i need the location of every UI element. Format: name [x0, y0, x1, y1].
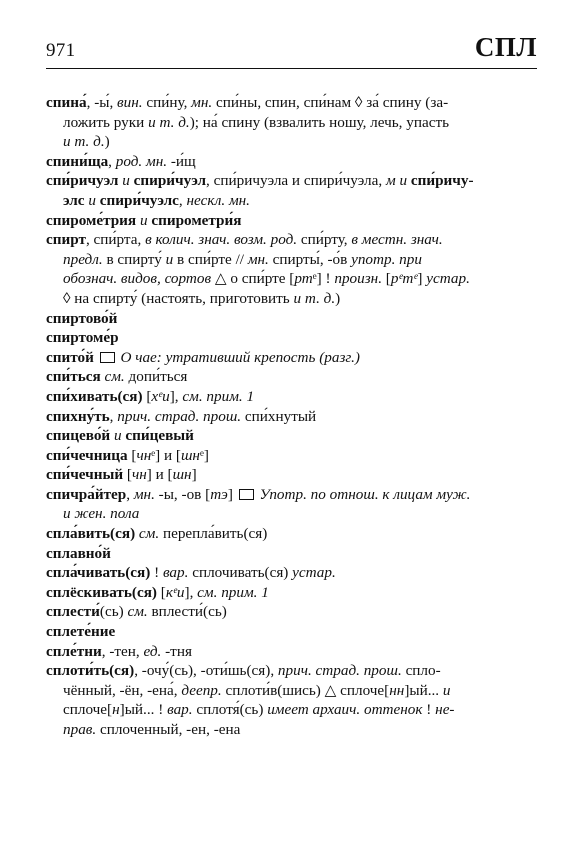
entry-line — [46, 152, 537, 172]
entry-line — [46, 328, 537, 348]
entry-text: (сь) — [99, 603, 128, 621]
entry-text: [ — [142, 387, 152, 405]
transcription: шн — [180, 446, 200, 464]
entry-text: ◊ на спирту́ (настоять, приготовить — [63, 289, 294, 307]
entry-line — [46, 563, 537, 583]
entry-text: ]ый... — [404, 681, 443, 699]
entry-line — [46, 544, 537, 564]
entry-line — [46, 465, 537, 485]
entry-text: ], — [169, 387, 183, 405]
entry-text: , -тен, — [101, 642, 144, 660]
entry-text: спи́рту, — [297, 231, 352, 249]
entry-text: ) — [335, 289, 341, 307]
transcription: тэ — [210, 485, 228, 503]
entry-text: △ о спи́рте [ — [211, 270, 295, 288]
grammar-label: в местн. знач. — [351, 231, 443, 249]
entry-line — [46, 289, 537, 309]
grammar-label: см. — [127, 603, 148, 621]
headword: спироме́трия — [46, 211, 137, 229]
grammar-label: вин. — [117, 94, 143, 111]
grammar-label: прич. страд. прош. — [277, 662, 402, 680]
entry-text: [ — [382, 270, 391, 288]
dictionary-entry — [46, 348, 537, 368]
headword: спи́ться — [46, 368, 101, 386]
entry-line — [46, 113, 537, 133]
entry-text: чённый, -ён, -ена́, — [63, 681, 182, 699]
entry-line — [46, 524, 537, 544]
entry-text: ᵉ] и [ — [151, 446, 181, 464]
dictionary-entry — [46, 171, 537, 210]
entry-text: , — [108, 152, 116, 170]
entry-line — [46, 642, 537, 662]
entry-line — [46, 661, 537, 681]
transcription: рᵉтᵉ — [390, 270, 418, 288]
entry-line — [46, 191, 537, 211]
headword: спичра́йтер — [46, 485, 127, 503]
grammar-label: и — [110, 427, 126, 445]
grammar-label: ед. — [143, 642, 162, 660]
entry-line — [46, 387, 537, 407]
grammar-label: род. мн. — [115, 152, 168, 170]
grammar-label: и — [165, 250, 174, 268]
dictionary-entry — [46, 642, 537, 662]
usage-box-icon — [239, 489, 254, 500]
entry-text: перепла́вить(ся) — [159, 525, 268, 543]
entry-text: -и́щ — [167, 152, 196, 170]
transcription: нн — [389, 681, 405, 699]
entry-text: ]ый... ! — [119, 701, 168, 719]
entry-text: ); на́ спину (взвалить ношу, лечь, упасть — [189, 113, 450, 131]
dictionary-entry — [46, 230, 537, 308]
entry-line — [46, 230, 537, 250]
headword: сплёскивать(ся) — [46, 583, 157, 601]
headword: спина́ — [46, 94, 87, 111]
headword: сплете́ние — [46, 623, 116, 641]
entry-line — [46, 446, 537, 466]
grammar-label: употр. при — [351, 250, 422, 268]
dictionary-entry — [46, 465, 537, 485]
headword: спирометри́я — [151, 211, 242, 229]
entry-text: ], — [184, 583, 198, 601]
entry-text — [94, 349, 98, 366]
entry-text: спи́хнутый — [241, 407, 317, 425]
entry-line — [46, 720, 537, 740]
entry-line — [46, 622, 537, 642]
grammar-label: прич. страд. прош. — [117, 407, 242, 425]
entry-line — [46, 132, 537, 152]
dictionary-entry — [46, 367, 537, 387]
entry-text: спло- — [401, 662, 441, 680]
entry-text: [ — [123, 466, 132, 484]
headword: спи́чечный — [46, 466, 124, 484]
entry-text: ) — [104, 133, 110, 151]
dictionary-entry — [46, 661, 537, 739]
entry-text: ] — [191, 466, 197, 484]
grammar-label: и — [118, 172, 134, 190]
entry-text: сплоти́в(шись) △ сплоче[ — [221, 681, 390, 699]
entry-text: , — [109, 407, 118, 425]
entry-text: сплоче[ — [63, 701, 113, 719]
grammar-label: мн. — [133, 485, 155, 503]
entry-text: спирты́, -о́в — [268, 250, 352, 268]
entry-text: в спи́рте // — [173, 250, 248, 268]
transcription: хᵉи — [151, 387, 170, 405]
grammar-label: произн. — [334, 270, 382, 288]
grammar-label: не- — [435, 701, 455, 719]
headword: спиртово́й — [46, 309, 118, 327]
entry-line — [46, 309, 537, 329]
headword: спи́ричу- — [410, 172, 474, 190]
headword: спи́ричуэл — [46, 172, 119, 190]
grammar-label: и т. д. — [293, 289, 336, 307]
grammar-label: см. — [138, 525, 160, 543]
grammar-label: и — [136, 211, 152, 229]
headword: спла́вить(ся) — [46, 525, 136, 543]
transcription: кᵉи — [165, 583, 185, 601]
entry-text: ! — [422, 701, 436, 719]
entry-text: ] — [227, 485, 237, 503]
entry-line — [46, 407, 537, 427]
page-header — [46, 30, 537, 66]
entry-line — [46, 269, 537, 289]
entry-text: , -ы́, — [86, 94, 118, 111]
entry-text: , — [126, 485, 134, 503]
headword: спи́хивать(ся) — [46, 387, 143, 405]
entry-line — [46, 426, 537, 446]
entry-text: сплочивать(ся) — [188, 564, 293, 582]
dictionary-entry — [46, 387, 537, 407]
entry-text: , спи́ричуэла и спири́чуэла, — [206, 172, 386, 190]
grammar-label: устар. — [292, 564, 336, 582]
headword: спицево́й — [46, 427, 111, 445]
entry-line — [46, 602, 537, 622]
headword: сплоти́ть(ся) — [46, 662, 135, 680]
headword: спи́чечница — [46, 446, 128, 464]
dictionary-entry — [46, 563, 537, 583]
dictionary-entry — [46, 524, 537, 544]
entry-text: -тня — [161, 642, 192, 660]
headword: спири́чуэлс — [99, 191, 179, 209]
header-rule — [46, 68, 537, 69]
dictionary-entry — [46, 93, 537, 152]
dictionary-entry — [46, 211, 537, 231]
entry-line — [46, 348, 537, 368]
entry-text: ! — [150, 564, 163, 582]
dictionary-entry — [46, 446, 537, 466]
dictionary-entry — [46, 544, 537, 564]
page-number: 971 — [46, 40, 76, 61]
entry-text: в спирту́ — [102, 250, 166, 268]
entry-text: спи́ну, — [142, 94, 192, 111]
entry-line — [46, 583, 537, 603]
headword: спла́чивать(ся) — [46, 564, 151, 582]
grammar-label: и жен. пола — [63, 505, 140, 523]
grammar-label: м — [385, 172, 396, 190]
headword: спиртоме́р — [46, 329, 119, 347]
dictionary-entry — [46, 583, 537, 603]
entry-text: [ — [156, 583, 166, 601]
grammar-label: см. прим. 1 — [182, 387, 255, 405]
entry-line — [46, 93, 537, 113]
entry-text: ᵉ] — [199, 446, 209, 464]
entry-text: , спи́рта, — [85, 231, 146, 249]
grammar-label: мн. — [247, 250, 269, 268]
headword: сплавно́й — [46, 544, 111, 562]
entry-text: ] — [417, 270, 427, 288]
transcription: чн — [136, 446, 152, 464]
grammar-label: мн. — [191, 94, 213, 111]
transcription: рт — [294, 270, 313, 288]
grammar-label: см. — [104, 368, 125, 386]
entry-line — [46, 681, 537, 701]
entry-text: ложить руки — [63, 113, 149, 131]
grammar-label: вар. — [162, 564, 189, 582]
dictionary-entry — [46, 328, 537, 348]
entry-text: сплоченный, -ен, -ена — [96, 721, 241, 738]
grammar-label: нескл. мн. — [186, 191, 250, 209]
grammar-label: предл. — [63, 250, 103, 268]
dictionary-entry — [46, 622, 537, 642]
grammar-label: и — [442, 681, 451, 699]
entry-line — [46, 485, 537, 505]
headword: спито́й — [46, 348, 94, 366]
grammar-label: О чае: утративший крепость (разг.) — [116, 348, 360, 366]
grammar-label: и — [84, 191, 100, 209]
grammar-label: и — [395, 172, 411, 190]
entry-text: ] и [ — [146, 466, 173, 484]
grammar-label: и т. д. — [63, 133, 105, 151]
grammar-label: см. прим. 1 — [197, 583, 269, 601]
dictionary-entries — [46, 93, 537, 740]
transcription: н — [112, 701, 120, 719]
headword: сплести́ — [46, 603, 100, 621]
headword: элс — [63, 191, 85, 209]
grammar-label: в колич. знач. возм. род. — [145, 231, 298, 249]
transcription: чн — [131, 466, 147, 484]
headword: спле́тни — [46, 642, 102, 660]
entry-text: сплотя́(сь) — [192, 701, 268, 719]
entry-line — [46, 367, 537, 387]
headword: спи́цевый — [125, 427, 194, 445]
dictionary-entry — [46, 602, 537, 622]
headword: спири́чуэл — [133, 172, 207, 190]
grammar-label: и т. д. — [148, 113, 190, 131]
headword: спирт — [46, 231, 86, 249]
entry-text: -ы, -ов [ — [154, 485, 211, 503]
running-head: СПЛ — [474, 32, 537, 62]
entry-line — [46, 250, 537, 270]
entry-line — [46, 211, 537, 231]
entry-text: , — [178, 191, 187, 209]
grammar-label: имеет архаич. оттенок — [267, 701, 423, 719]
entry-text: ᵉ] ! — [312, 270, 335, 288]
grammar-label: деепр. — [181, 681, 222, 699]
grammar-label: устар. — [426, 270, 470, 288]
grammar-label: вар. — [167, 701, 193, 719]
entry-text: вплести́(сь) — [147, 603, 227, 621]
entry-text: [ — [127, 446, 137, 464]
entry-line — [46, 700, 537, 720]
dictionary-entry — [46, 485, 537, 524]
entry-text: , -очу́(сь), -оти́шь(ся), — [134, 662, 278, 680]
dictionary-entry — [46, 309, 537, 329]
entry-text: спи́ны, спин, спи́нам ◊ за́ спину (за- — [212, 94, 449, 111]
dictionary-entry — [46, 407, 537, 427]
transcription: шн — [172, 466, 192, 484]
headword: спини́ща — [46, 152, 109, 170]
dictionary-entry — [46, 152, 537, 172]
entry-line — [46, 504, 537, 524]
dictionary-entry — [46, 426, 537, 446]
entry-text: допи́ться — [124, 368, 188, 386]
usage-box-icon — [100, 352, 115, 363]
grammar-label: прав. — [63, 721, 97, 738]
entry-line — [46, 171, 537, 191]
grammar-label: Употр. по отнош. к лицам муж. — [255, 485, 471, 503]
headword: спихну́ть — [46, 407, 110, 425]
grammar-label: обознач. видов, сортов — [63, 270, 212, 288]
